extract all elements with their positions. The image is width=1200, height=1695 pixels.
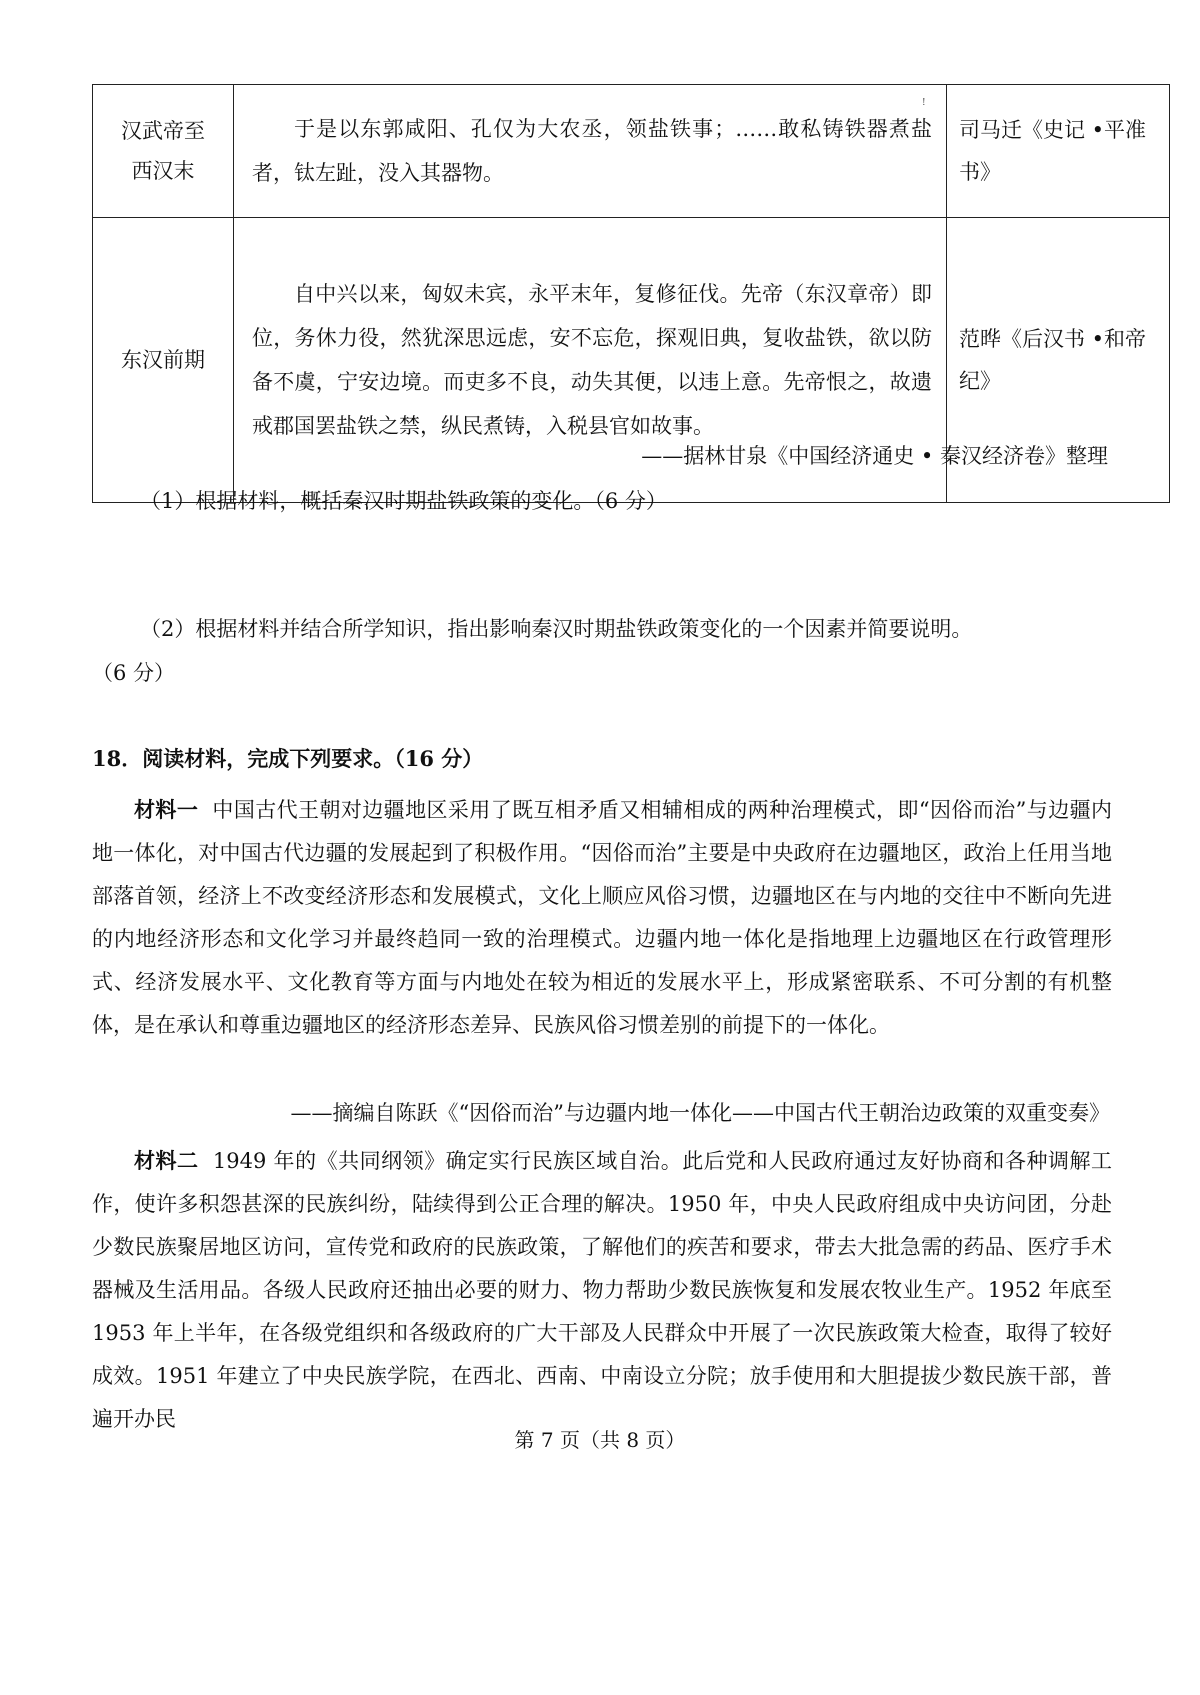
source-cell: 司马迁《史记 •平准书》 (947, 85, 1170, 218)
question-2-line-1: （2）根据材料并结合所学知识，指出影响秦汉时期盐铁政策变化的一个因素并简要说明。 (140, 617, 973, 641)
corner-mark: ! (922, 98, 926, 108)
material-1-citation: ——摘编自陈跃《“因俗而治”与边疆内地一体化——中国古代王朝治边政策的双重变奏》 (290, 1101, 1110, 1125)
question-2-line-2: （6 分） (92, 661, 176, 685)
period-cell (93, 218, 234, 503)
material-1-label: 材料一 (134, 797, 199, 822)
page-footer: 第 7 页（共 8 页） (514, 1428, 686, 1452)
excerpt-text: 自中兴以来，匈奴未宾，永平末年，复修征伐。先帝（东汉章帝）即位，务休力役，然犹深思远虑，安不忘危，探观旧典，复收盐铁，欲以防备不虞，宁安边境。而吏多不良，动失其便，以违上意。先帝恨之，故遗戒郡国罢盐铁之禁，纵民煮铸，入税县官如故事。 (252, 282, 932, 438)
excerpt-cell (234, 85, 947, 218)
question-18-heading: 18．阅读材料，完成下列要求。（16 分） (92, 746, 484, 771)
table-row (93, 85, 1170, 218)
period-line: 西汉末 (131, 159, 195, 183)
question-1: （1）根据材料，概括秦汉时期盐铁政策的变化。（6 分） (140, 489, 667, 513)
material-2-label: 材料二 (134, 1148, 199, 1173)
excerpt-text: 于是以东郭咸阳、孔仅为大农丞，领盐铁事；……敢私铸铁器煮盐者，钛左趾，没入其器物。 (252, 117, 932, 185)
material-2-text: 1949 年的《共同纲领》确定实行民族区域自治。此后党和人民政府通过友好协商和各种调解工作，使许多积怨甚深的民族纠纷，陆续得到公正合理的解决。1950 年，中央人民政府组成中央访问团，分赴少数民族聚居地区访问，宣传党和政府的民族政策，了解他们的疾苦和要求，带去大批急需的药品、医疗手术器械及生活用品。各级人民政府还抽出必要的财力、物力帮助少数民族恢复和发展农牧业生产。1952 年底至 1953 年上半年，在各级党组织和各级政府的广大干部及人民群众中开展了一次民族政策大检查，取得了较好成效。1951 年建立了中央民族学院，在西北、西南、中南设立分院；放手使用和大胆提拔少数民族干部，普遍开办民 (92, 1149, 1112, 1431)
source-cell: 范晔《后汉书 •和帝纪》 (947, 218, 1170, 503)
table-citation: ——据林甘泉《中国经济通史 • 秦汉经济卷》整理 (641, 444, 1108, 468)
material-2 (92, 1139, 1112, 1441)
material-1-text: 中国古代王朝对边疆地区采用了既互相矛盾又相辅相成的两种治理模式，即“因俗而治”与边疆内地一体化，对中国古代边疆的发展起到了积极作用。“因俗而治”主要是中央政府在边疆地区，政治上任用当地部落首领，经济上不改变经济形态和发展模式，文化上顺应风俗习惯，边疆地区在与内地的交往中不断向先进的内地经济形态和文化学习并最终趋同一致的治理模式。边疆内地一体化是指地理上边疆地区在行政管理形式、经济发展水平、文化教育等方面与内地处在较为相近的发展水平上，形成紧密联系、不可分割的有机整体，是在承认和尊重边疆地区的经济形态差异、民族风俗习惯差别的前提下的一体化。 (92, 798, 1113, 1037)
period-line: 汉武帝至 (121, 119, 205, 143)
period-line: 东汉前期 (121, 348, 205, 372)
period-cell (93, 85, 234, 218)
material-1 (92, 788, 1112, 1047)
